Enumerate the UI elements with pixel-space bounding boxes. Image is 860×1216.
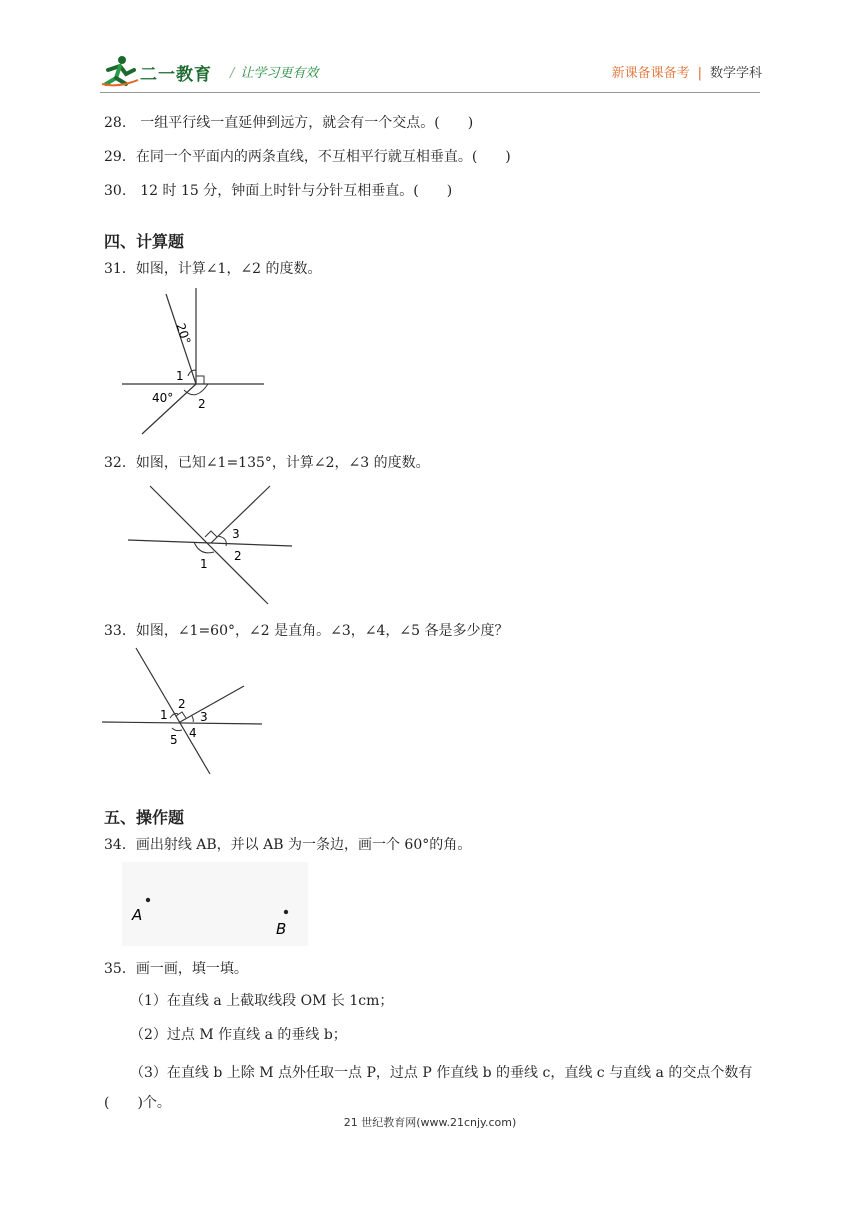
figure-33 <box>100 644 266 778</box>
fig33-ray-up-right <box>180 686 244 722</box>
fig32-label-1: 1 <box>200 557 208 571</box>
fig31-right-angle-mark <box>196 376 204 384</box>
fig33-label-3: 3 <box>200 710 208 724</box>
fig33-horizontal-line <box>102 722 262 724</box>
fig32-horizontal-line <box>128 540 292 546</box>
page-footer: 21 世纪教育网(www.21cnjy.com) <box>343 1116 517 1129</box>
fig34-point-b-dot <box>284 910 288 914</box>
question-35: 35．画一画，填一填。 <box>104 961 248 977</box>
fig31-label-40: 40° <box>152 391 174 405</box>
fig33-label-1: 1 <box>160 708 168 722</box>
figure-31 <box>118 286 278 438</box>
slogan: / 让学习更有效 <box>230 66 319 81</box>
header-right: 新课备课备考 | 数学学科 <box>611 66 762 81</box>
figure-34 <box>122 862 308 946</box>
section-heading-4: 四、计算题 <box>104 232 185 251</box>
fig33-arc-5 <box>172 728 182 731</box>
fig33-right-angle-mark <box>176 712 186 718</box>
fig33-arc-3 <box>192 716 193 722</box>
question-30: 30. 12 时 15 分，钟面上时针与分针互相垂直。( ) <box>104 183 453 199</box>
fig31-label-20: 20° <box>173 321 194 347</box>
section-heading-5: 五、操作题 <box>104 808 185 827</box>
question-32: 32．如图，已知∠1=135°，计算∠2，∠3 的度数。 <box>104 455 430 471</box>
fig32-arc-3 <box>218 536 226 546</box>
fig32-right-angle-mark <box>205 531 217 537</box>
fig31-label-1: 1 <box>176 369 184 383</box>
page-header <box>0 0 860 100</box>
question-35-step-1: （1）在直线 a 上截取线段 OM 长 1cm； <box>130 993 394 1009</box>
fig32-label-3: 3 <box>232 527 240 541</box>
logo-text: 二一教育 <box>140 65 212 85</box>
header-label-left: 新课备课备考 <box>611 66 690 81</box>
slogan-text: 让学习更有效 <box>240 66 319 81</box>
question-35-step-2: （2）过点 M 作直线 a 的垂线 b； <box>130 1027 347 1043</box>
fig34-label-a: A <box>132 906 143 924</box>
runner-logo-icon <box>100 54 140 88</box>
question-31: 31．如图，计算∠1，∠2 的度数。 <box>104 261 322 277</box>
fig33-label-2: 2 <box>178 697 186 711</box>
fig31-arc-2 <box>184 384 208 395</box>
figure-32 <box>122 480 298 608</box>
question-29: 29．在同一个平面内的两条直线，不互相平行就互相垂直。( ) <box>104 149 511 165</box>
question-33: 33．如图，∠1=60°，∠2 是直角。∠3，∠4，∠5 各是多少度？ <box>104 623 509 639</box>
fig31-label-2: 2 <box>198 397 206 411</box>
fig32-label-2: 2 <box>234 549 242 563</box>
fig32-perpendicular-ray <box>211 486 270 543</box>
header-divider <box>100 92 760 93</box>
fig34-point-a-dot <box>146 898 150 902</box>
fig34-label-b: B <box>276 920 287 938</box>
fig33-label-5: 5 <box>170 733 178 747</box>
fig33-label-4: 4 <box>189 726 197 740</box>
question-28: 28. 一组平行线一直延伸到远方，就会有一个交点。( ) <box>104 115 474 131</box>
question-35-step-3: （3）在直线 b 上除 M 点外任取一点 P，过点 P 作直线 b 的垂线 c，直线 c 与直线 a 的交点个数有( )个。 <box>104 1065 753 1111</box>
header-label-right: 数学学科 <box>709 66 762 81</box>
question-34: 34．画出射线 AB，并以 AB 为一条边，画一个 60°的角。 <box>104 837 472 853</box>
